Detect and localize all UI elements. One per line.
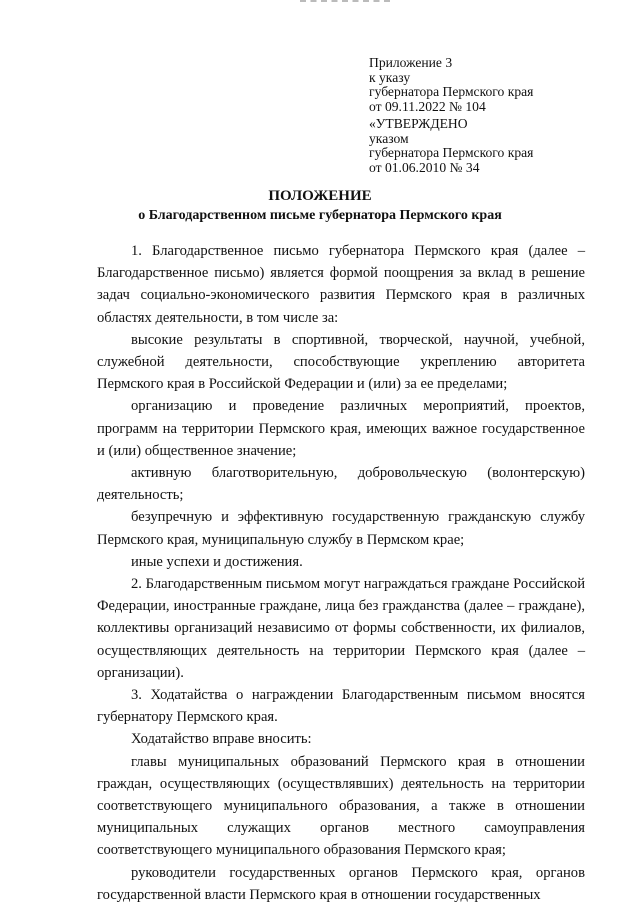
appendix-date-number: от 09.11.2022 № 104 <box>369 98 486 114</box>
approval-by-decree: указом <box>369 130 409 146</box>
paragraph: руководители государственных органов Пермского края, органов государственной власти Пермского края в отношении государственных <box>97 864 585 903</box>
paragraph: безупречную и эффективную государственную гражданскую службу Пермского края, муниципальную службу в Пермском крае; <box>97 509 585 548</box>
paragraph: 2. Благодарственным письмом могут награждаться граждане Российской Федерации, иностранные граждане, лица без гражданства (далее – граждане), коллективы организаций независимо от формы собственности, их филиалов, осуществляющих деятельность на территории Пермского края (далее – организации). <box>97 576 585 681</box>
appendix-block <box>369 56 533 114</box>
paragraph: Ходатайство вправе вносить: <box>131 731 312 748</box>
paragraph: организацию и проведение различных мероприятий, проектов, программ на территории Пермского края, имеющих важное государственное и (или) общественное значение; <box>97 398 585 459</box>
paragraph: главы муниципальных образований Пермского края в отношении граждан, осуществляющих (осуществлявших) деятельность на территории соответствующего муниципального образования, а также в отношении муниципальных служащих органов местного самоуправления соответствующего муниципального образования Пермского края; <box>97 753 585 859</box>
paragraph: иные успехи и достижения. <box>131 553 303 570</box>
approval-block <box>369 117 533 175</box>
appendix-to-decree: к указу <box>369 69 411 85</box>
document-title: ПОЛОЖЕНИЕ <box>268 188 372 204</box>
paragraph: 3. Ходатайства о награждении Благодарственным письмом вносятся губернатору Пермского края. <box>97 687 585 726</box>
document-subtitle: о Благодарственном письме губернатора Пермского края <box>138 208 502 223</box>
appendix-issuer: губернатора Пермского края <box>369 84 534 99</box>
paragraph: 1. Благодарственное письмо губернатора Пермского края (далее – Благодарственное письмо) является формой поощрения за вклад в решение задач социально-экономического развития Пермского края в различных областях деятельности, в том числе за: <box>97 243 585 326</box>
paragraph: высокие результаты в спортивной, творческой, научной, учебной, служебной деятельности, способствующие укреплению авторитета Пермского края в Российской Федерации и (или) за ее пределами; <box>97 331 585 393</box>
document-body <box>97 240 585 906</box>
approval-stamp: «УТВЕРЖДЕНО <box>369 116 468 131</box>
approval-issuer: губернатора Пермского края <box>369 145 534 160</box>
paragraph: активную благотворительную, добровольческую (волонтерскую) деятельность; <box>97 465 585 504</box>
approval-date-number: от 01.06.2010 № 34 <box>369 159 480 175</box>
scan-edge-mark <box>300 0 390 6</box>
appendix-number: Приложение 3 <box>369 55 453 70</box>
